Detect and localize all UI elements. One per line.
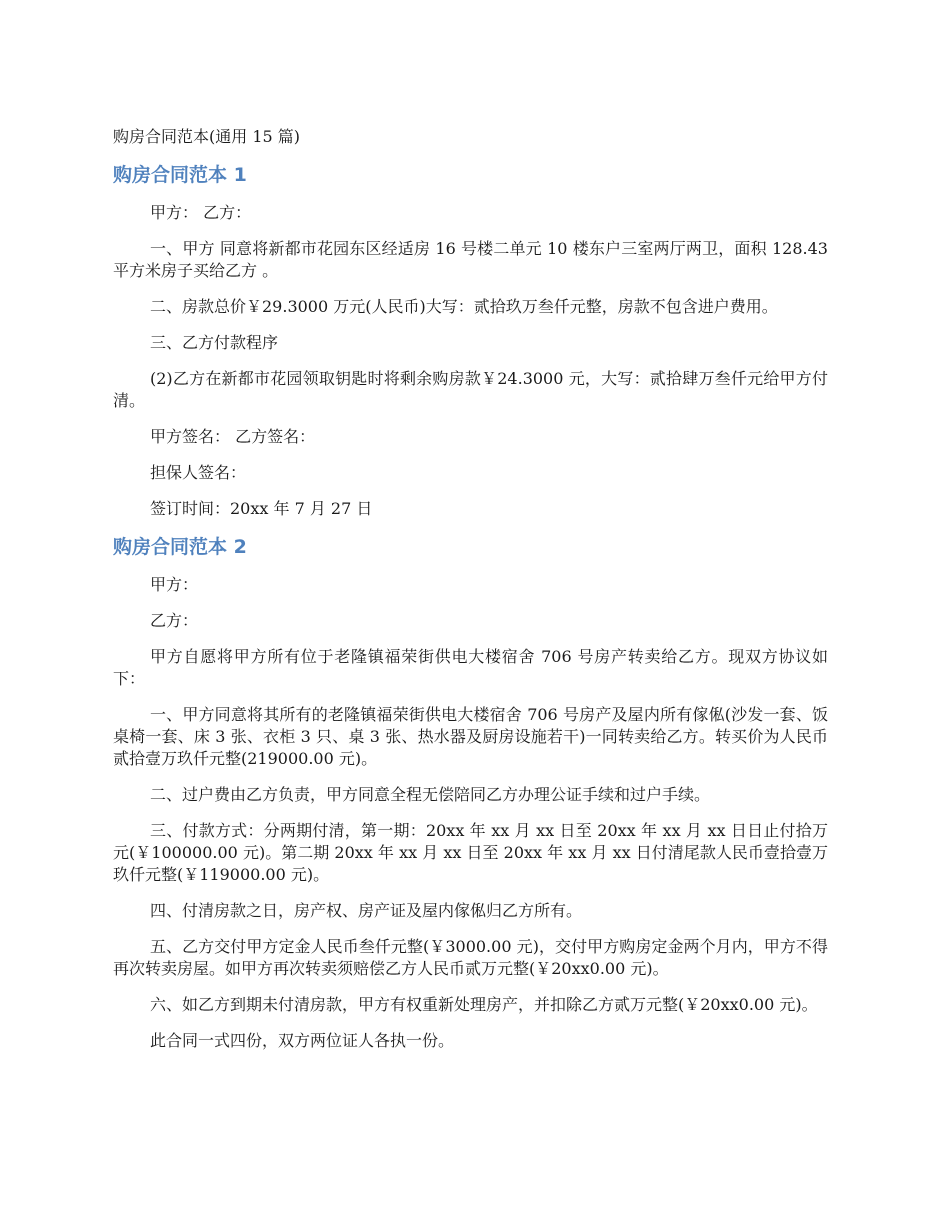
- clause-paragraph: 二、房款总价￥29.3000 万元(人民币)大写：贰拾玖万叁仟元整，房款不包含进户费用。: [150, 297, 778, 316]
- clause-paragraph: 二、过户费由乙方负责，甲方同意全程无偿陪同乙方办理公证手续和过户手续。: [150, 785, 711, 804]
- clause-paragraph: 三、付款方式：分两期付清，第一期：20xx 年 xx 月 xx 日至 20xx 年 xx 月 xx 日日止付拾万元(￥100000.00 元)。第二期 20xx 年 xx 月 xx 日至 20xx 年 xx 月 xx 日付清尾款人民币壹拾壹万玖仟元整(￥119000.00 元)。: [113, 821, 828, 884]
- contract-section-2: [113, 534, 828, 1052]
- section-heading: 购房合同范本 1: [113, 164, 247, 186]
- clause-paragraph: 五、乙方交付甲方定金人民币叁仟元整(￥3000.00 元)，交付甲方购房定金两个月内，甲方不得再次转卖房屋。如甲方再次转卖须赔偿乙方人民币贰万元整(￥20xx0.00 元)。: [113, 937, 828, 978]
- clause-paragraph: 一、甲方同意将其所有的老隆镇福荣街供电大楼宿舍 706 号房产及屋内所有傢俬(沙发一套、饭桌椅一套、床 3 张、衣柜 3 只、桌 3 张、热水器及厨房设施若干)一同转卖给乙方。转买价为人民币贰拾壹万玖仟元整(219000.00 元)。: [113, 705, 828, 768]
- signature-line: 甲方签名： 乙方签名：: [150, 427, 316, 446]
- party-line: 甲方：: [150, 575, 199, 594]
- clause-paragraph: 四、付清房款之日，房产权、房产证及屋内傢俬归乙方所有。: [150, 901, 583, 920]
- party-line: 乙方：: [150, 611, 199, 630]
- clause-paragraph: 一、甲方 同意将新都市花园东区经适房 16 号楼二单元 10 楼东户三室两厅两卫，面积 128.43 平方米房子买给乙方 。: [113, 239, 828, 280]
- clause-paragraph: 此合同一式四份，双方两位证人各执一份。: [150, 1031, 455, 1050]
- signature-line: 担保人签名：: [150, 463, 247, 482]
- clause-paragraph: 甲方自愿将甲方所有位于老隆镇福荣街供电大楼宿舍 706 号房产转卖给乙方。现双方协议如下：: [113, 647, 828, 688]
- contract-section-1: [113, 162, 828, 520]
- clause-paragraph: (2)乙方在新都市花园领取钥匙时将剩余购房款￥24.3000 元，大写：贰拾肆万叁仟元给甲方付清。: [113, 369, 828, 410]
- clause-paragraph: 三、乙方付款程序: [150, 333, 279, 352]
- document-page: [113, 126, 828, 1066]
- document-title: 购房合同范本(通用 15 篇): [113, 127, 301, 146]
- party-line: 甲方： 乙方：: [150, 203, 252, 222]
- date-line: 签订时间：20xx 年 7 月 27 日: [150, 499, 373, 518]
- clause-paragraph: 六、如乙方到期未付清房款，甲方有权重新处理房产，并扣除乙方贰万元整(￥20xx0.00 元)。: [150, 995, 818, 1014]
- section-heading: 购房合同范本 2: [113, 536, 247, 558]
